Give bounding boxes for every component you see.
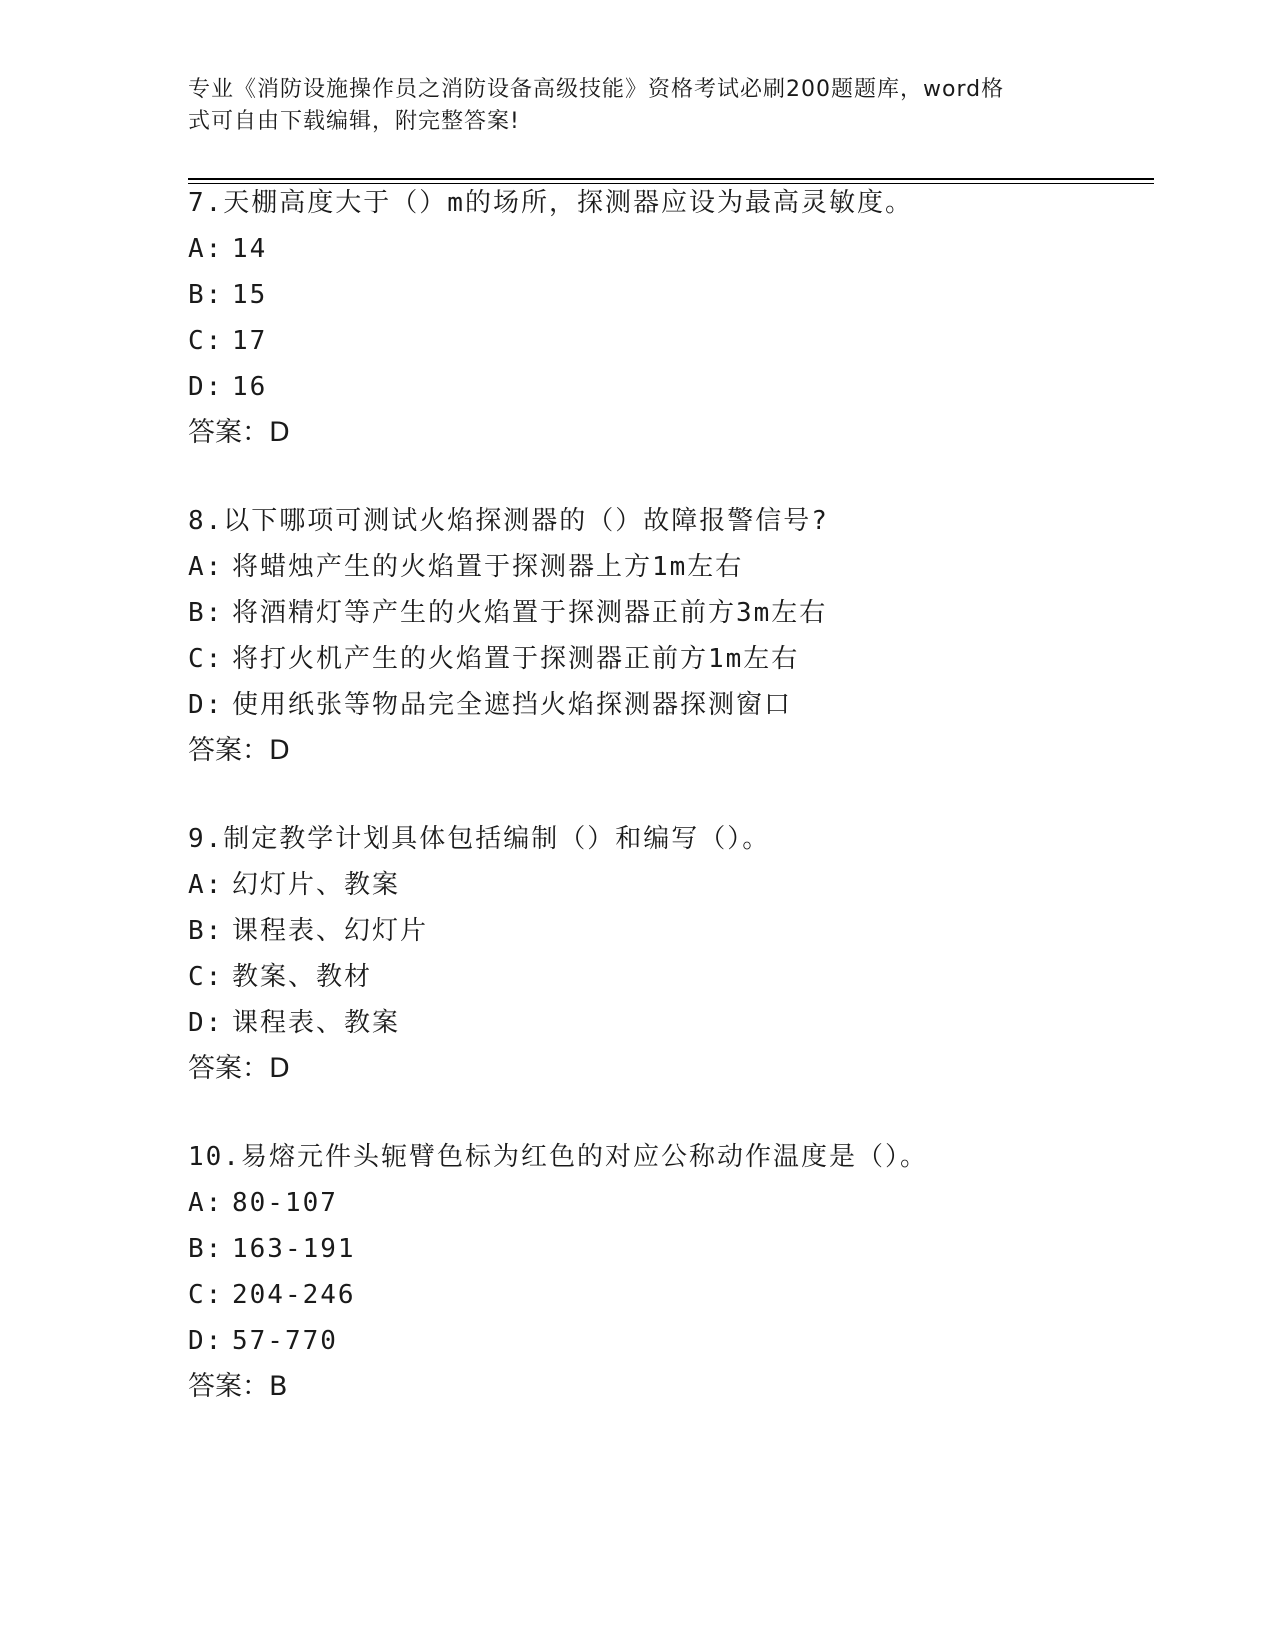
option-text: 57-770 [232, 1326, 338, 1356]
option-key: C: [188, 644, 224, 674]
question-stem: 7.天棚高度大于（）m的场所，探测器应设为最高灵敏度。 [188, 188, 913, 218]
option-c [188, 636, 1168, 682]
intro-line-1: 专业《消防设施操作员之消防设备高级技能》资格考试必刷200题题库，word格 [188, 77, 1005, 102]
option-text: 204-246 [232, 1280, 356, 1310]
intro-line-2: 式可自由下载编辑，附完整答案! [188, 109, 520, 134]
answer-text: 答案：B [188, 1371, 288, 1402]
option-text: 将酒精灯等产生的火焰置于探测器正前方3m左右 [232, 598, 828, 628]
option-text: 17 [232, 326, 268, 356]
option-text: 14 [232, 234, 268, 264]
question-block [188, 180, 1168, 456]
option-key: A: [188, 1188, 224, 1218]
option-text: 幻灯片、教案 [232, 870, 401, 900]
option-key: B: [188, 280, 224, 310]
question-stem: 9.制定教学计划具体包括编制（）和编写（）。 [188, 824, 771, 854]
option-key: C: [188, 1280, 224, 1310]
option-text: 16 [232, 372, 268, 402]
answer-text: 答案：D [188, 1053, 290, 1084]
question-stem: 10.易熔元件头轭臂色标为红色的对应公称动作温度是（）。 [188, 1142, 928, 1172]
option-a [188, 862, 1168, 908]
option-text: 163-191 [232, 1234, 356, 1264]
option-c [188, 954, 1168, 1000]
option-c [188, 318, 1168, 364]
question-block [188, 498, 1168, 774]
question-block [188, 816, 1168, 1092]
option-key: C: [188, 326, 224, 356]
option-b [188, 272, 1168, 318]
option-key: A: [188, 870, 224, 900]
option-d [188, 1000, 1168, 1046]
option-text: 将蜡烛产生的火焰置于探测器上方1m左右 [232, 552, 744, 582]
option-key: B: [188, 916, 224, 946]
option-key: A: [188, 234, 224, 264]
option-b [188, 908, 1168, 954]
option-d [188, 1318, 1168, 1364]
option-text: 15 [232, 280, 268, 310]
option-text: 将打火机产生的火焰置于探测器正前方1m左右 [232, 644, 800, 674]
option-key: D: [188, 690, 224, 720]
option-a [188, 226, 1168, 272]
option-text: 课程表、幻灯片 [232, 916, 429, 946]
option-text: 80-107 [232, 1188, 338, 1218]
option-c [188, 1272, 1168, 1318]
option-d [188, 364, 1168, 410]
question-block [188, 1134, 1168, 1410]
document-intro [188, 74, 1068, 138]
option-key: A: [188, 552, 224, 582]
option-key: D: [188, 372, 224, 402]
option-a [188, 544, 1168, 590]
option-text: 使用纸张等物品完全遮挡火焰探测器探测窗口 [232, 690, 793, 720]
option-b [188, 590, 1168, 636]
question-stem: 8.以下哪项可测试火焰探测器的（）故障报警信号? [188, 506, 829, 536]
option-key: C: [188, 962, 224, 992]
option-key: B: [188, 1234, 224, 1264]
option-key: B: [188, 598, 224, 628]
answer-text: 答案：D [188, 417, 290, 448]
option-key: D: [188, 1008, 224, 1038]
option-b [188, 1226, 1168, 1272]
option-d [188, 682, 1168, 728]
option-text: 教案、教材 [232, 962, 373, 992]
option-a [188, 1180, 1168, 1226]
option-text: 课程表、教案 [232, 1008, 401, 1038]
answer-text: 答案：D [188, 735, 290, 766]
option-key: D: [188, 1326, 224, 1356]
